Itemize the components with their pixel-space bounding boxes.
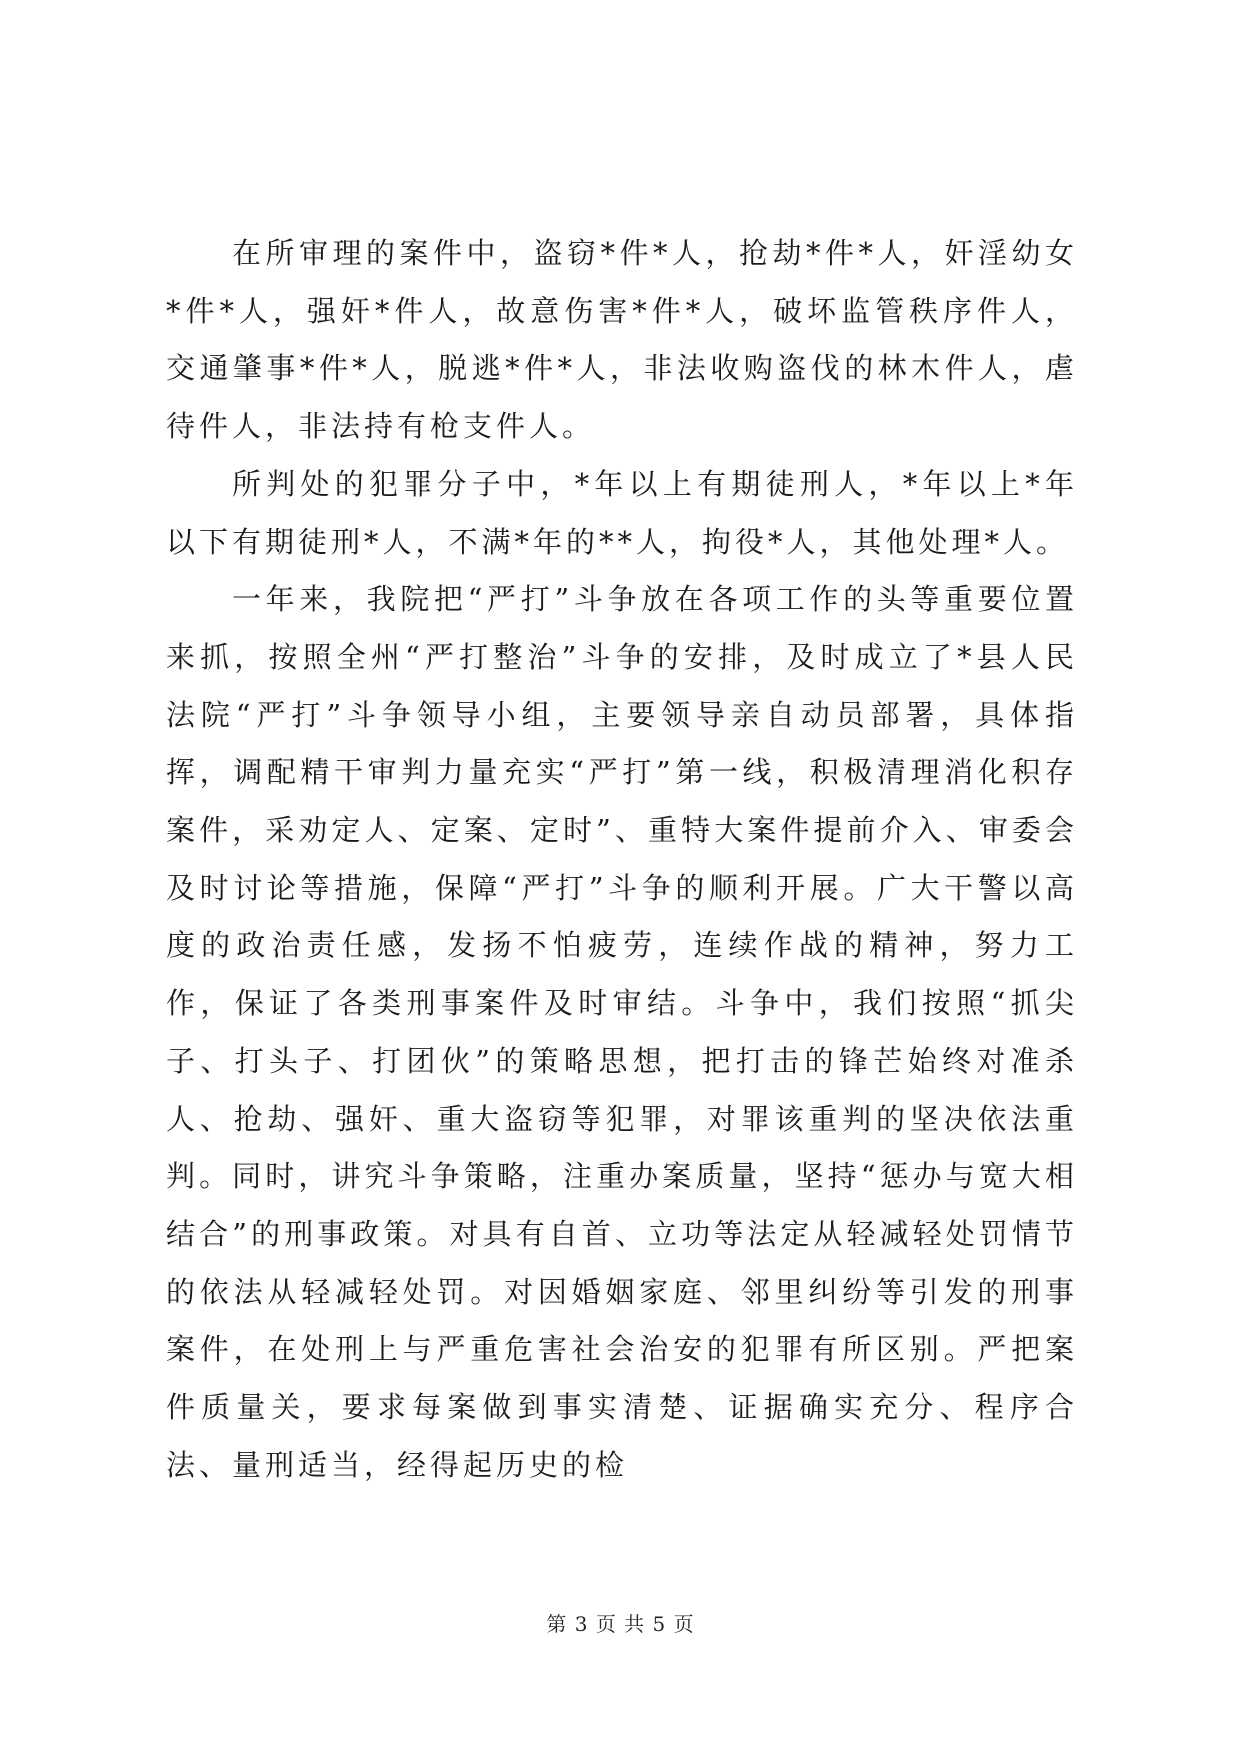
page-number-footer: 第 3 页 共 5 页: [546, 1612, 695, 1636]
paragraph-case-statistics: 在所审理的案件中，盗窃*件*人，抢劫*件*人，奸淫幼女*件*人，强奸*件人，故意伤害*件*人，破坏监管秩序件人，交通肇事*件*人，脱逃*件*人，非法收购盗伐的林木件人，虐待件人，非法持有枪支件人。: [166, 236, 1078, 444]
paragraph-sentencing-statistics: 所判处的犯罪分子中，*年以上有期徒刑人，*年以上*年以下有期徒刑*人，不满*年的**人，拘役*人，其他处理*人。: [166, 466, 1078, 559]
document-body: [166, 225, 1078, 1494]
paragraph-strike-hard-campaign: 一年来，我院把“严打”斗争放在各项工作的头等重要位置来抓，按照全州“严打整治”斗争的安排，及时成立了*县人民法院“严打”斗争领导小组，主要领导亲自动员部署，具体指挥，调配精干审判力量充实“严打”第一线，积极清理消化积存案件，采劝定人、定案、定时”、重特大案件提前介入、审委会及时讨论等措施，保障“严打”斗争的顺利开展。广大干警以高度的政治责任感，发扬不怕疲劳，连续作战的精神，努力工作，保证了各类刑事案件及时审结。斗争中，我们按照“抓尖子、打头子、打团伙”的策略思想，把打击的锋芒始终对准杀人、抢劫、强奸、重大盗窃等犯罪，对罪该重判的坚决依法重判。同时，讲究斗争策略，注重办案质量，坚持“惩办与宽大相结合”的刑事政策。对具有自首、立功等法定从轻减轻处罚情节的依法从轻减轻处罚。对因婚姻家庭、邻里纠纷等引发的刑事案件，在处刑上与严重危害社会治安的犯罪有所区别。严把案件质量关，要求每案做到事实清楚、证据确实充分、程序合法、量刑适当，经得起历史的检: [166, 582, 1078, 1482]
